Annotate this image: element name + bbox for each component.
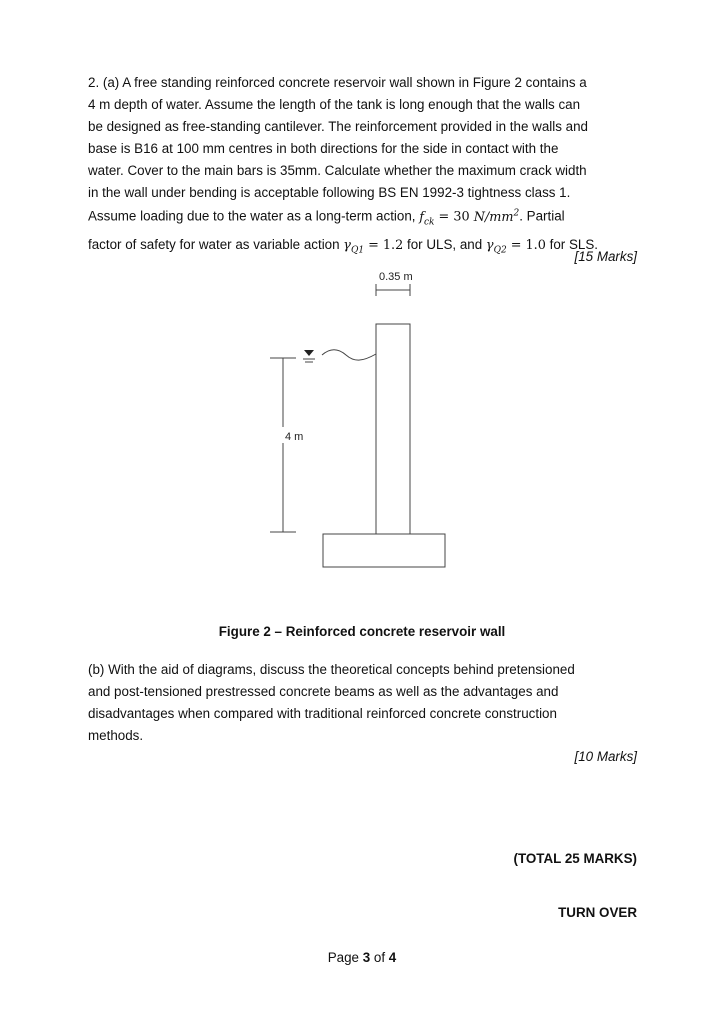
turn-over: TURN OVER <box>558 905 637 920</box>
question-a-line: base is B16 at 100 mm centres in both directions for the side in contact with the <box>88 140 559 156</box>
loading-text: Assume loading due to the water as a long-term action, <box>88 208 420 224</box>
sls-text: for SLS. <box>545 237 598 253</box>
question-a-line: 2. (a) A free standing reinforced concrete reservoir wall shown in Figure 2 contains a <box>88 75 587 90</box>
gamma-q1: $\gamma_{Q1}$ <box>343 238 365 256</box>
question-b-line: methods. <box>88 727 144 743</box>
water-surface <box>322 350 376 360</box>
question-b-line: disadvantages when compared with traditional reinforced concrete construction <box>88 705 557 721</box>
fck-unit: $N/mm^2$ <box>473 208 520 225</box>
uls-text: for ULS, and <box>403 237 486 253</box>
question-a-line: be designed as free-standing cantilever. The reinforcement provided in the walls and <box>88 118 588 134</box>
wall-stem <box>376 324 410 534</box>
question-b <box>88 659 648 747</box>
page-number: Page 3 of 4 <box>327 950 397 965</box>
fck-value: = 30 <box>434 209 474 225</box>
question-a-line: in the wall under bending is acceptable following BS EN 1992-3 tightness class 1. <box>88 184 571 200</box>
question-b-line: (b) With the aid of diagrams, discuss the theoretical concepts behind pretensioned <box>88 662 575 677</box>
question-b-line: and post-tensioned prestressed concrete beams as well as the advantages and <box>88 683 559 699</box>
partial-text: . Partial <box>519 208 565 224</box>
gamma-q2-value: = 1.0 <box>506 238 546 254</box>
factor-text: factor of safety for water as variable action <box>88 237 344 253</box>
wall-base <box>323 534 445 567</box>
gamma-q1-value: = 1.2 <box>364 238 404 254</box>
fck-symbol: $f_{ck}$ <box>419 209 435 228</box>
depth-label: 4 m <box>285 431 304 443</box>
marks-a: [15 Marks] <box>574 249 637 264</box>
question-a-line: water. Cover to the main bars is 35mm. Calculate whether the maximum crack width <box>88 162 587 178</box>
question-a-line: 4 m depth of water. Assume the length of the tank is long enough that the walls can <box>88 96 581 112</box>
thickness-label: 0.35 m <box>379 271 413 283</box>
total-marks: (TOTAL 25 MARKS) <box>513 851 637 866</box>
figure-caption: Figure 2 – Reinforced concrete reservoir wall <box>218 624 506 639</box>
gamma-q2: $\gamma_{Q2}$ <box>485 238 507 256</box>
water-level-icon <box>304 350 314 356</box>
marks-b: [10 Marks] <box>574 749 637 764</box>
